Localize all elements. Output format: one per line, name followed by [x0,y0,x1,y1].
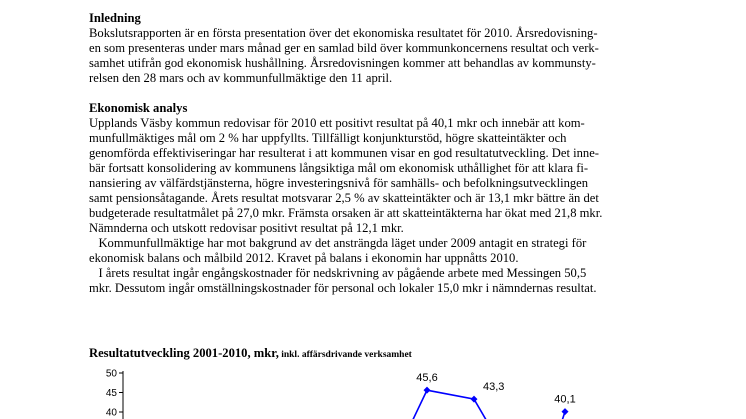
data-point-marker [471,396,478,403]
text-line: en som presenteras under mars månad ger en samlad bild över kommunkoncernens resultat och verk- [89,41,599,55]
text-line: Kommunfullmäktige har mot bakgrund av det ansträngda läget under 2009 antagit en strategi för [89,236,587,250]
text-line: budgeterade resultatmålet på 27,0 mkr. Främsta orsaken är att skatteintäkterna har ökat med 21,8 mkr. [89,206,603,220]
data-point-marker [424,387,431,394]
text-line: mkr. Dessutom ingår omställningskostnader för personal och lokaler 15,0 mkr i nämndernas resultat. [89,281,597,295]
y-tick-label: 45 [105,388,117,399]
chart-title-main: Resultatutveckling 2001-2010, mkr, [89,346,279,360]
text-line: relsen den 28 mars och av kommunfullmäktige den 11 april. [89,71,393,85]
text-line: ekonomisk balans och målbild 2012. Kravet på balans i ekonomin har uppnåtts 2010. [89,251,519,265]
text-line: Upplands Väsby kommun redovisar för 2010 ett positivt resultat på 40,1 mkr och innebär att kom- [89,116,585,130]
data-label: 45,6 [416,372,438,385]
text-line: I årets resultat ingår engångskostnader för nedskrivning av pågående arbete med Messingen 50,5 [89,266,587,280]
text-line: samt pensionsåtagande. Årets resultat motsvarar 2,5 % av skatteintäkter och är 13,1 mkr bättre än det [89,191,599,205]
text-line: Nämnderna och utskott redovisar positivt resultat på 12,1 mkr. [89,221,404,235]
data-label: 40,1 [554,393,576,406]
text-line: munfullmäktiges mål om 2 % har uppfyllts. Tillfälligt konjunkturstöd, högre skatteintäkter och [89,131,567,145]
data-label: 43,3 [483,381,505,394]
series-line [408,390,492,419]
text-line: Bokslutsrapporten är en första presentation över det ekonomiska resultatet för 2010. Årsredovisning- [89,26,598,40]
y-tick-label: 50 [105,368,117,380]
section-heading: Inledning [89,11,141,25]
y-axis-ticks [106,369,123,419]
text-line: genomförda effektiviseringar har resulterat i att kommunen visar en god resultatutveckling. Det inne- [89,146,599,160]
y-tick-label: 40 [105,407,117,419]
text-line: bär fortsatt konsolidering av kommunens långsiktiga mål om ekonomisk uthållighet för att klara fi- [89,161,589,175]
section-heading: Ekonomisk analys [89,101,188,115]
chart-title-sub: inkl. affärsdrivande verksamhet [278,350,412,360]
text-line: samhet utifrån god ekonomisk hushållning. Årsredovisningen kommer att behandlas av kommunsty- [89,56,596,70]
data-labels [416,372,575,405]
text-line: nansiering av välfärdstjänsterna, högre investeringsnivå för samhälls- och befolkningsutvecklingen [89,176,589,190]
series-line-segment [559,412,565,419]
